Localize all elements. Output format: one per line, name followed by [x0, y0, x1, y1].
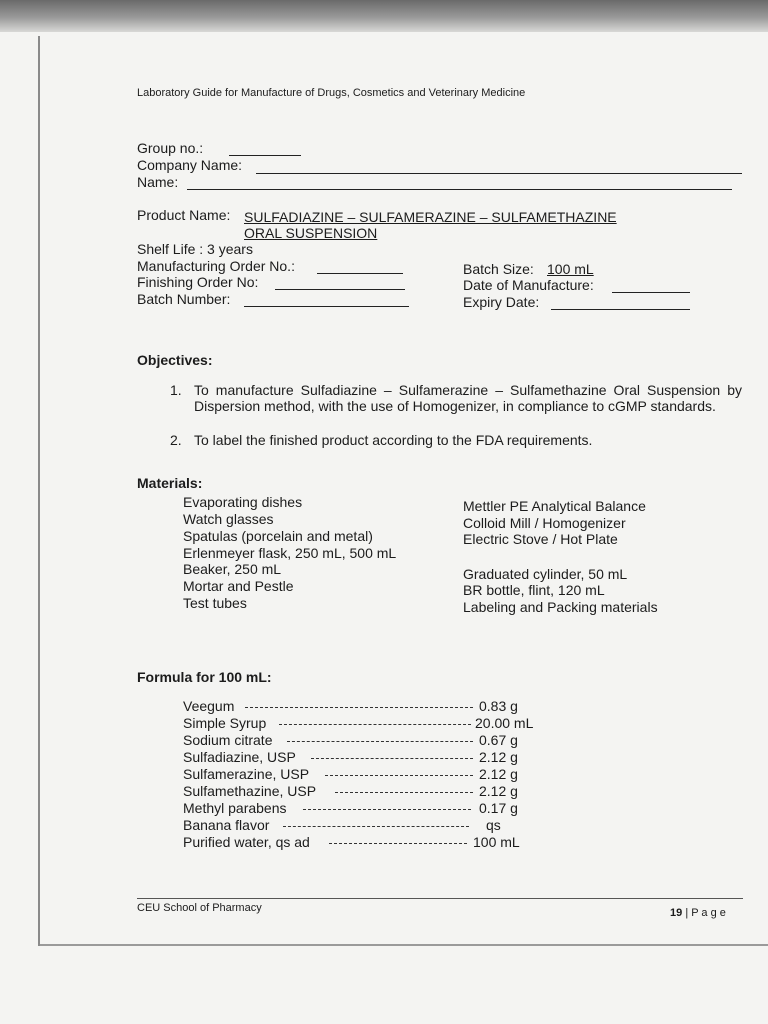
company-name-label: Company Name: [137, 157, 243, 173]
objective-text: To label the finished product according to the FDA requirements. [194, 432, 593, 448]
objective-number: 2. [170, 432, 182, 448]
shelf-life: Shelf Life : 3 years [137, 241, 253, 257]
mfg-order-blank[interactable] [317, 273, 403, 274]
material-item: Labeling and Packing materials [463, 599, 658, 615]
scan-bottom-edge [40, 944, 768, 946]
mfg-order-label: Manufacturing Order No.: [137, 258, 295, 274]
leader-dots [329, 843, 467, 844]
batch-size-label: Batch Size: [463, 261, 534, 277]
ingredient-amount: 2.12 g [479, 749, 518, 765]
ingredient-amount: 0.83 g [479, 698, 518, 714]
batch-number-label: Batch Number: [137, 291, 231, 307]
ingredient-amount: 0.17 g [479, 800, 518, 816]
formula-row [183, 698, 553, 715]
name-label: Name: [137, 174, 179, 190]
objective-text: To manufacture Sulfadiazine – Sulfamerazine – Sulfamethazine Oral Suspension by Dispersion method, with the use of Homogenizer, in compliance to cGMP standards. [194, 382, 742, 414]
objectives-heading: Objectives: [137, 352, 213, 368]
ingredient-amount: 20.00 mL [475, 715, 534, 731]
material-item: Beaker, 250 mL [183, 561, 282, 577]
material-item: Mettler PE Analytical Balance [463, 498, 646, 514]
formula-row [183, 834, 553, 851]
leader-dots [311, 758, 473, 759]
materials-heading: Materials: [137, 475, 203, 491]
batch-size-value: 100 mL [547, 261, 594, 277]
ingredient-name: Methyl parabens [183, 800, 287, 816]
formula-row [183, 800, 553, 817]
formula-row [183, 749, 553, 766]
leader-dots [287, 741, 473, 742]
leader-dots [245, 707, 473, 708]
footer-school: CEU School of Pharmacy [137, 902, 262, 914]
material-item: Test tubes [183, 595, 247, 611]
formula-row [183, 783, 553, 800]
ingredient-name: Sulfadiazine, USP [183, 749, 296, 765]
leader-dots [279, 724, 471, 725]
finishing-order-label: Finishing Order No: [137, 274, 259, 290]
company-name-blank[interactable] [256, 173, 742, 174]
formula-row [183, 732, 553, 749]
leader-dots [335, 792, 473, 793]
expiry-date-blank[interactable] [551, 309, 690, 310]
material-item: Erlenmeyer flask, 250 mL, 500 mL [183, 545, 397, 561]
scan-top-band [0, 0, 768, 32]
material-item: Mortar and Pestle [183, 578, 294, 594]
ingredient-amount: qs [486, 817, 501, 833]
objective-number: 1. [170, 382, 182, 398]
objective-item [170, 432, 750, 450]
ingredient-name: Sulfamethazine, USP [183, 783, 317, 799]
page-number [670, 907, 726, 919]
ingredient-name: Purified water, qs ad [183, 834, 310, 850]
date-of-manufacture-label: Date of Manufacture: [463, 277, 594, 293]
formula-row [183, 715, 553, 732]
scan-left-edge [38, 36, 40, 946]
page-number-value: 19 [670, 907, 683, 919]
material-item: Colloid Mill / Homogenizer [463, 515, 626, 531]
ingredient-name: Veegum [183, 698, 235, 714]
ingredient-name: Sodium citrate [183, 732, 273, 748]
leader-dots [325, 775, 473, 776]
group-no-blank[interactable] [229, 155, 301, 156]
material-item: Graduated cylinder, 50 mL [463, 566, 628, 582]
leader-dots [303, 809, 471, 810]
footer-rule [137, 898, 743, 899]
ingredient-amount: 100 mL [473, 834, 520, 850]
document-header: Laboratory Guide for Manufacture of Drugs, Cosmetics and Veterinary Medicine [137, 87, 526, 99]
formula-heading: Formula for 100 mL: [137, 669, 272, 685]
product-name-label: Product Name: [137, 207, 231, 223]
ingredient-name: Sulfamerazine, USP [183, 766, 310, 782]
group-no-label: Group no.: [137, 140, 204, 156]
ingredient-amount: 0.67 g [479, 732, 518, 748]
material-item: Evaporating dishes [183, 494, 303, 510]
ingredient-amount: 2.12 g [479, 766, 518, 782]
product-name-line2: ORAL SUSPENSION [244, 225, 378, 241]
material-item: Spatulas (porcelain and metal) [183, 528, 373, 544]
batch-number-blank[interactable] [244, 306, 409, 307]
finishing-order-blank[interactable] [275, 289, 405, 290]
formula-row [183, 817, 553, 834]
leader-dots [283, 826, 469, 827]
date-of-manufacture-blank[interactable] [612, 292, 690, 293]
material-item: Watch glasses [183, 511, 274, 527]
material-item: Electric Stove / Hot Plate [463, 531, 618, 547]
product-name-line1: SULFADIAZINE – SULFAMERAZINE – SULFAMETHAZINE [244, 209, 617, 225]
ingredient-name: Simple Syrup [183, 715, 267, 731]
objective-item [170, 382, 750, 430]
material-item: BR bottle, flint, 120 mL [463, 582, 605, 598]
ingredient-name: Banana flavor [183, 817, 270, 833]
name-blank[interactable] [187, 189, 732, 190]
expiry-date-label: Expiry Date: [463, 294, 540, 310]
ingredient-amount: 2.12 g [479, 783, 518, 799]
formula-row [183, 766, 553, 783]
page-word: | P a g e [685, 907, 726, 919]
